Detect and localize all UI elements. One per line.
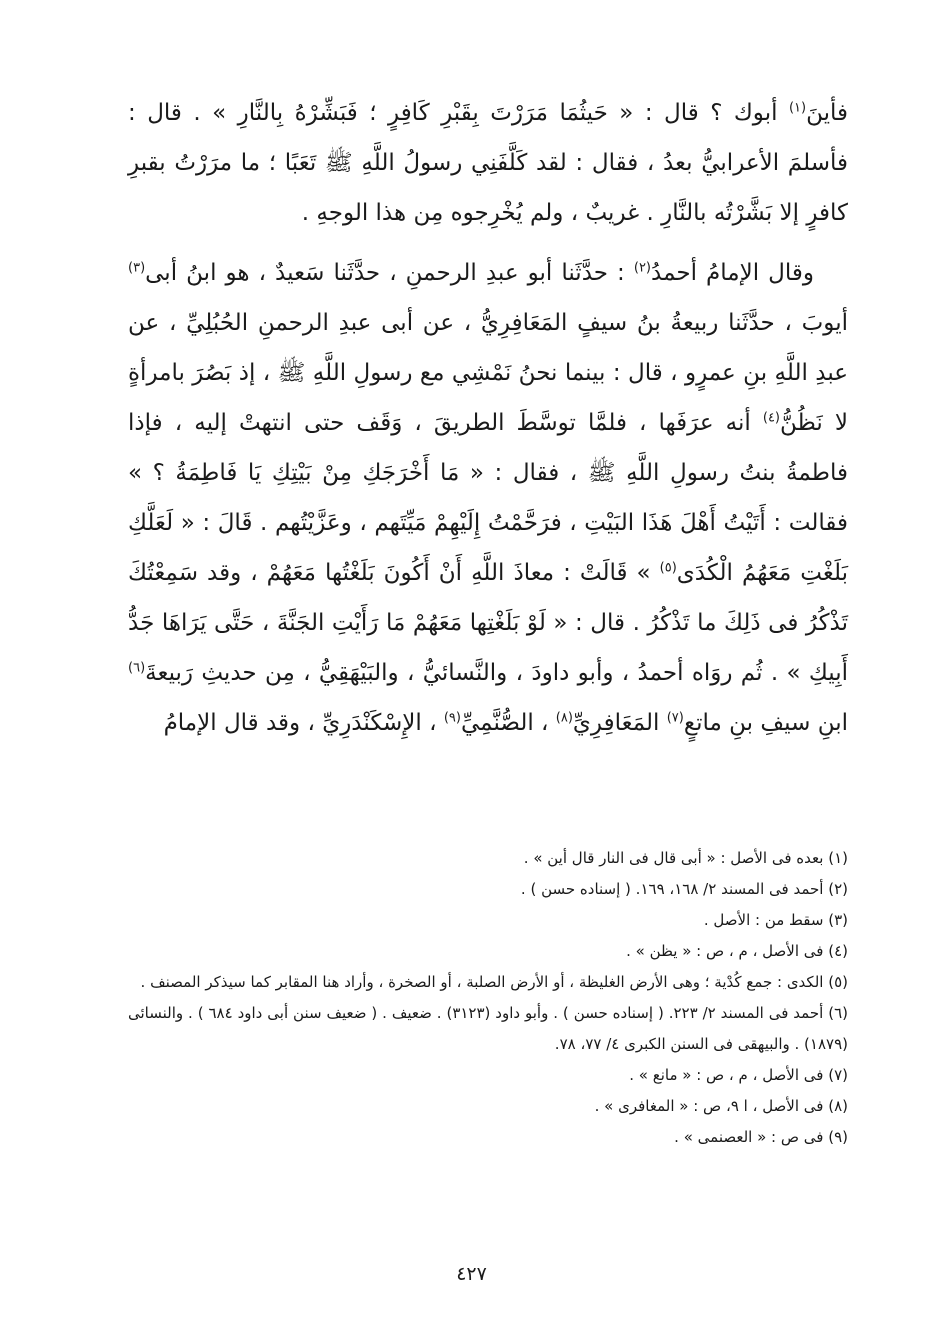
footnote-ref: (٨): [555, 710, 573, 726]
text-segment: أنه عرَفَها ، فلمَّا توسَّطَ الطريقَ ، وَقَف حتى انتهتْ إليه ، فإذا فاطمةُ بنتُ رسولِ اللَّهِ ﷺ ، فقال : « مَا أَخْرَجَكِ مِنْ بَيْتِكِ يَا فَاطِمَةُ ؟ » فقالت : أَتَيْتُ أَهْلَ هَذَا البَيْتِ ، فرَحَّمْتُ إِلَيْهِمْ مَيِّتَهم ، وعَزَّيْتُهم . قَالَ : « لَعَلَّكِ بَلَغْتِ مَعَهُمُ الْكُدَى: [128, 410, 848, 586]
paragraph: [128, 88, 848, 238]
footnote-5: (٥) الكدى : جمع كُدْية ؛ وهى الأرض الغليظة ، أو الأرض الصلبة ، أو الصخرة ، وأراد هنا المقابر كما سيذكر المصنف .: [140, 973, 848, 991]
footnote-2: (٢) أحمد فى المسند ٢/ ١٦٨، ١٦٩. ( إسناده حسن ) .: [520, 880, 848, 898]
footnote-3: (٣) سقط من : الأصل .: [703, 911, 848, 929]
footnotes: [128, 843, 848, 1153]
footnote-ref: (٣): [128, 260, 146, 276]
footnote-8: (٨) فى الأصل ، ا ٩، ص : « المغافرى » .: [594, 1097, 848, 1115]
text-segment: وقال الإمامُ أحمدُ: [651, 260, 814, 286]
footnote-7: (٧) فى الأصل ، م ، ص : « مانع » .: [629, 1066, 848, 1084]
footnote-ref: (٦): [128, 660, 146, 676]
text-segment: ، الإِسْكَنْدَرِيِّ ، وقد قال الإمامُ: [163, 710, 444, 736]
text-segment: فأينَ: [806, 100, 848, 126]
footnote-6: (٦) أحمد فى المسند ٢/ ٢٢٣. ( إسناده حسن ) . وأبو داود (٣١٢٣) . ضعيف . ( ضعيف سنن أبى داود ٦٨٤ ) . والنسائى (١٨٧٩) . والبيهقى فى السنن الكبرى ٤/ ٧٧، ٧٨.: [128, 1004, 848, 1053]
text-segment: المَعَافِرِيِّ: [572, 710, 667, 736]
footnote-ref: (٩): [443, 710, 461, 726]
text-segment: ابنِ سيفِ بنِ ماتعٍ: [683, 710, 848, 736]
page-number: ٤٢٧: [456, 1263, 487, 1285]
text-segment: أيوبَ ، حدَّثَنا ربيعةُ بنُ سيفٍ المَعَافِرِيُّ ، عن أبى عبدِ الرحمنِ الحُبُلِيِّ ، عن عبدِ اللَّهِ بنِ عمرٍو ، قال : بينما نحنُ نَمْشِي مع رسولِ اللَّهِ ﷺ ، إذ بَصُرَ بامرأةٍ لا نَظُنُّ: [128, 310, 848, 436]
text-segment: » قَالَتْ : معاذَ اللَّهِ أَنْ أَكُونَ بَلَغْتُها مَعَهُمْ ، وقد سَمِعْتُكَ تَذْكُرُ فى ذَلِكَ ما تَذْكُرُ . قال : « لَوْ بَلَغْتِها مَعَهُمْ مَا رَأَيْتِ الجَنَّةَ ، حَتَّى يَرَاهَا جَدُّ أَبِيكِ » . ثُم روَاه أحمدُ ، وأبو داودَ ، والنَّسائيُّ ، والبَيْهَقِيُّ ، مِن حديثِ رَبيعةَ: [128, 560, 848, 686]
footnote-ref: (٧): [666, 710, 684, 726]
footnote-ref: (٥): [659, 560, 677, 576]
footnote-ref: (٤): [762, 410, 780, 426]
footnote-1: (١) بعده فى الأصل : « أبى قال فى النار قال أين » .: [523, 849, 848, 867]
footnote-ref: (١): [788, 100, 807, 116]
main-text: [128, 88, 848, 748]
footnote-ref: (٢): [633, 260, 651, 276]
paragraph: [128, 248, 848, 748]
footnote-4: (٤) فى الأصل ، م ، ص : « يظن » .: [626, 942, 848, 960]
text-segment: : حدَّثَنا أبو عبدِ الرحمنِ ، حدَّثَنا سَعيدٌ ، هو ابنُ أبى: [145, 260, 634, 286]
text-segment: ، الصُّنَّمِيِّ: [460, 710, 556, 736]
footnote-9: (٩) فى ص : « العصنمى » .: [674, 1128, 848, 1146]
text-segment: أبوك ؟ قال : « حَيثُمَا مَرَرْتَ بِقَبْرِ كَافِرٍ ؛ فَبَشِّرْهُ بِالنَّارِ » . قال : فأسلمَ الأعرابيُّ بعدُ ، فقال : لقد كَلَّفَنِي رسولُ اللَّهِ ﷺ تَعَبًا ؛ ما مرَرْتُ بقبرِ كافرٍ إلا بَشَّرْتُه بالنَّارِ . غريبٌ ، ولم يُخْرِجوه مِن هذا الوجهِ .: [128, 100, 848, 226]
